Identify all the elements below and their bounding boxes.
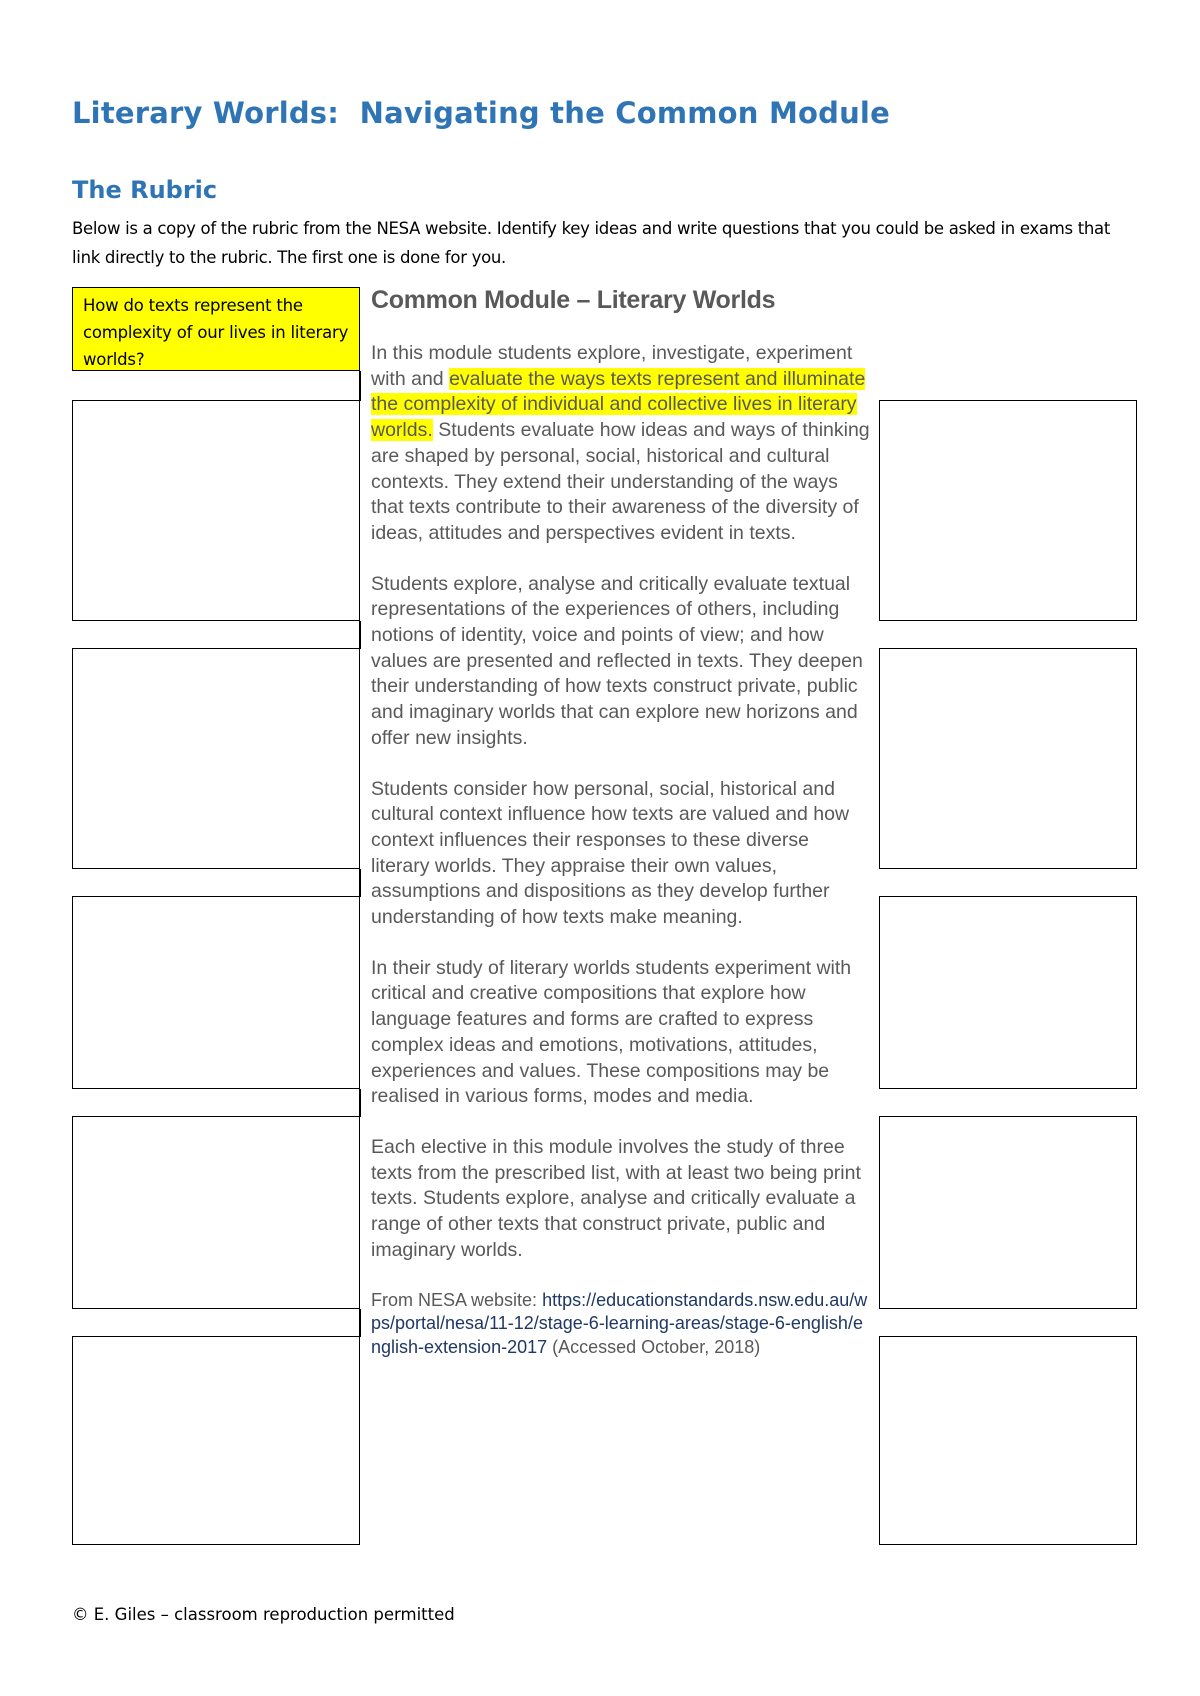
answer-box-right-3[interactable] bbox=[879, 896, 1137, 1089]
rubric-paragraph-2: Students explore, analyse and critically evaluate textual representations of the experiences of others, including notions of identity, voice and points of view; and how values are presented and reflected in texts. They deepen their understanding of how texts construct private, public and imaginary worlds that can explore new horizons and offer new insights. bbox=[371, 572, 863, 749]
rubric-paragraph-5: Each elective in this module involves the study of three texts from the prescribed list, with at least two being print texts. Students explore, analyse and critically evaluate a range of other texts that construct private, public and imaginary worlds. bbox=[371, 1135, 861, 1261]
rubric-text bbox=[371, 286, 871, 1384]
answer-box-left-1[interactable] bbox=[72, 400, 360, 621]
rubric-paragraph-3: Students consider how personal, social, historical and cultural context influence how texts are valued and how context influences their responses to these diverse literary worlds. They appraise their own values, assumptions and dispositions as they develop further understanding of how texts make meaning. bbox=[371, 777, 850, 929]
example-question-text: How do texts represent the complexity of our lives in literary worlds? bbox=[83, 296, 349, 369]
answer-box-right-5[interactable] bbox=[879, 1336, 1137, 1545]
rubric-heading: Common Module – Literary Worlds bbox=[371, 286, 776, 314]
rubric-p1-end: Students evaluate how ideas and ways of thinking are shaped by personal, social, historical and cultural contexts. They extend their understanding of the ways that texts contribute to their awareness of the diversity of ideas, attitudes and perspectives evident in texts. bbox=[371, 419, 870, 544]
source-accessed: (Accessed October, 2018) bbox=[547, 1336, 761, 1357]
rubric-p1-start: In this module students explore, investigate, experiment with and bbox=[371, 342, 853, 390]
answer-box-left-4[interactable] bbox=[72, 1116, 360, 1309]
answer-box-right-2[interactable] bbox=[879, 648, 1137, 869]
source-link[interactable]: https://educationstandards.nsw.edu.au/wps/portal/nesa/11-12/stage-6-learning-areas/stage-6-english/english-extension-2017 bbox=[371, 1289, 868, 1357]
section-heading: The Rubric bbox=[72, 176, 218, 204]
column-divider bbox=[359, 621, 361, 649]
column-divider bbox=[359, 371, 361, 401]
answer-box-left-3[interactable] bbox=[72, 896, 360, 1089]
source-label: From NESA website: bbox=[371, 1289, 538, 1310]
rubric-paragraph-4: In their study of literary worlds students experiment with critical and creative compositions that explore how language features and forms are crafted to express complex ideas and emotions, motivations, attitudes, experiences and values. These compositions may be realised in various forms, modes and media. bbox=[371, 956, 852, 1108]
source-citation bbox=[371, 1289, 871, 1360]
page-title: Literary Worlds: Navigating the Common Module bbox=[72, 96, 890, 130]
column-divider bbox=[359, 869, 361, 897]
answer-box-left-2[interactable] bbox=[72, 648, 360, 869]
answer-box-left-5[interactable] bbox=[72, 1336, 360, 1545]
copyright-footer: © E. Giles – classroom reproduction permitted bbox=[72, 1605, 455, 1624]
answer-box-right-4[interactable] bbox=[879, 1116, 1137, 1309]
column-divider bbox=[359, 1309, 361, 1337]
rubric-paragraph-1 bbox=[371, 341, 871, 547]
instructions: Below is a copy of the rubric from the NESA website. Identify key ideas and write questions that you could be asked in exams that link directly to the rubric. The first one is done for you. bbox=[72, 219, 1111, 267]
answer-box-right-1[interactable] bbox=[879, 400, 1137, 621]
column-divider bbox=[359, 1089, 361, 1117]
highlighted-phrase: evaluate the ways texts represent and illuminate the complexity of individual and collective lives in literary worlds. bbox=[371, 367, 866, 442]
example-question-box bbox=[72, 287, 360, 371]
